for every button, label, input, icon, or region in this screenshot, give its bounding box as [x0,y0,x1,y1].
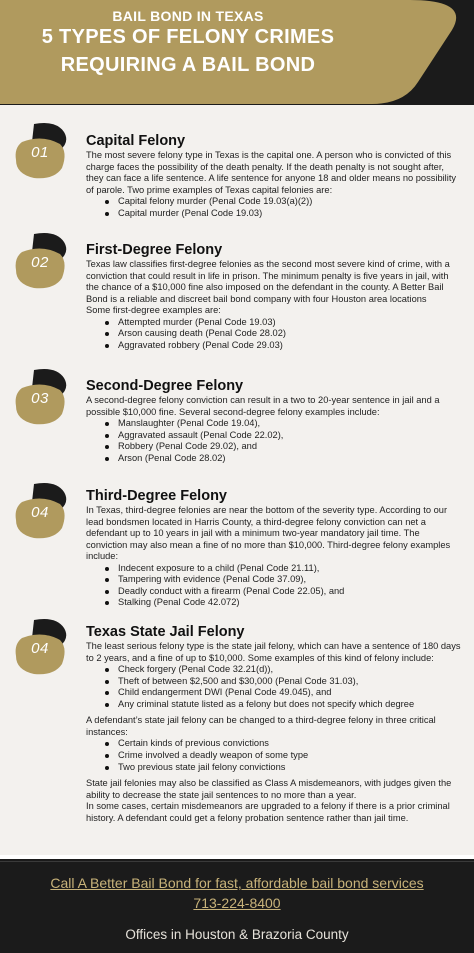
section-title: Texas State Jail Felony [86,624,245,640]
section-content [86,487,462,609]
section-title: Capital Felony [86,133,186,149]
section-text: Texas law classifies first-degree felonies as the second most severe kind of crime, with a conviction that could result in life in prison. The minimum penalty is five years in jail, with the chance of a $10,000 fine also imposed on the defendant in the county. A Better Bail Bond is a reliable and discreet bail bond company with four Houston area locations [86,259,450,304]
section-content [86,623,462,824]
list-item: Theft of between $2,500 and $30,000 (Penal Code 31.03), [104,676,462,688]
list-item: Aggravated assault (Penal Code 22.02), [104,430,462,442]
list-item: Child endangerment DWI (Penal Code 49.045), and [104,687,462,699]
examples-list [86,317,462,352]
examples-list [86,563,462,609]
number-badge [12,122,72,182]
number-badge [12,618,72,678]
list-item: Manslaughter (Penal Code 19.04), [104,418,462,430]
list-item: Aggravated robbery (Penal Code 29.03) [104,340,462,352]
header-kicker: BAIL BOND IN TEXAS [112,8,264,24]
cta-link[interactable]: Call A Better Bail Bond for fast, affordable bail bond services [50,875,424,891]
footer-divider [0,861,474,862]
list-item: Deadly conduct with a firearm (Penal Code 22.05), and [104,586,462,598]
list-item: Robbery (Penal Code 29.02), and [104,441,462,453]
instances-list [86,738,462,773]
list-item: Stalking (Penal Code 42.072) [104,597,462,609]
list-item: Crime involved a deadly weapon of some type [104,750,462,762]
number-badge [12,482,72,542]
examples-list [86,196,462,219]
page-title-line-1: 5 TYPES OF FELONY CRIMES [41,26,335,48]
section-number: 01 [31,144,49,161]
section-note: In some cases, certain misdemeanors are upgraded to a felony if there is a prior criminal history. A defendant could get a felony probation sentence rather than jail time. [86,801,450,823]
offices-text: Offices in Houston & Brazoria County [125,927,349,942]
footer [0,855,474,953]
list-item: Capital felony murder (Penal Code 19.03(a)(2)) [104,196,462,208]
section-text: A second-degree felony conviction can result in a two to 20-year sentence in jail and a possible $10,000 fine. Several second-degree felony examples include: [86,395,440,417]
section-note: State jail felonies may also be classified as Class A misdemeanors, with judges given the ability to decrease the state jail sentences to no more than a year. [86,778,452,800]
section-text: In Texas, third-degree felonies are near the bottom of the severity type. According to our lead bondsmen located in Harris County, a third-degree felony conviction can net a defendant up to 10 years in jail with a minimum two-year mandatory jail time. The conviction may also mean a fine of no more than $10,000. Third-degree felony examples include: [86,505,451,561]
section-content [86,241,462,351]
section-content [86,377,462,464]
section-number: 04 [31,504,49,521]
number-badge [12,368,72,428]
section-number: 04 [31,640,49,657]
list-item: Check forgery (Penal Code 32.21(d)), [104,664,462,676]
phone-link[interactable]: 713-224-8400 [193,895,281,911]
section-subtext: A defendant’s state jail felony can be changed to a third-degree felony in three critical instances: [86,715,436,737]
section-number: 02 [31,254,49,271]
list-item: Tampering with evidence (Penal Code 37.09), [104,574,462,586]
section-subtext: Some first-degree examples are: [86,305,221,315]
list-item: Arson (Penal Code 28.02) [104,453,462,465]
section-title: First-Degree Felony [86,242,223,258]
list-item: Any criminal statute listed as a felony but does not specify which degree [104,699,462,711]
list-item: Attempted murder (Penal Code 19.03) [104,317,462,329]
section-number: 03 [31,390,49,407]
section-title: Third-Degree Felony [86,488,227,504]
number-badge [12,232,72,292]
examples-list [86,664,462,710]
section-title: Second-Degree Felony [86,378,244,394]
list-item: Indecent exposure to a child (Penal Code 21.11), [104,563,462,575]
examples-list [86,418,462,464]
header-banner [0,0,474,105]
section-text: The most severe felony type in Texas is the capital one. A person who is convicted of this charge faces the possibility of the death penalty. If the death penalty is not sought after, they can face a life sentence. A life sentence for anyone 18 and older means no possibility of parole. Two prime examples of Texas capital felonies are: [86,150,457,195]
list-item: Certain kinds of previous convictions [104,738,462,750]
list-item: Capital murder (Penal Code 19.03) [104,208,462,220]
section-text: The least serious felony type is the state jail felony, which can have a sentence of 180 days to 2 years, and a fine of up to $10,000. Some examples of this kind of felony include: [86,641,461,663]
list-item: Two previous state jail felony convictions [104,762,462,774]
footer-divider [0,855,474,859]
list-item: Arson causing death (Penal Code 28.02) [104,328,462,340]
section-content [86,132,462,219]
page-title-line-2: REQUIRING A BAIL BOND [60,54,316,76]
